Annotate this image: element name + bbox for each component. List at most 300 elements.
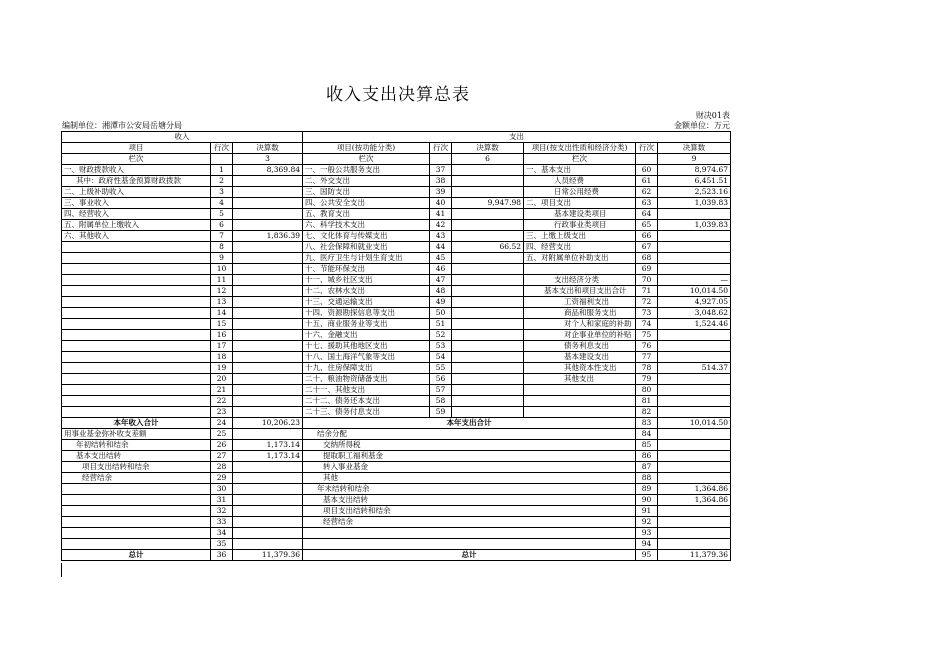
income-item — [62, 484, 211, 495]
income-amount — [233, 341, 303, 352]
income-item — [62, 330, 211, 341]
income-amount: 1,836.39 — [233, 231, 303, 242]
expense-func-rowno: 54 — [430, 352, 452, 363]
expense-func-rowno: 46 — [430, 264, 452, 275]
expense-func-rowno: 49 — [430, 297, 452, 308]
expense-item: 基本支出结转 — [303, 495, 636, 506]
expense-func-amount — [452, 209, 524, 220]
expense-rowno: 84 — [636, 429, 658, 440]
expense-econ-item: 五、对附属单位补助支出 — [524, 253, 636, 264]
income-item: 总计 — [62, 550, 211, 561]
col-item: 项目 — [62, 143, 211, 154]
expense-item: 总计 — [303, 550, 636, 561]
table-row — [62, 374, 731, 385]
expense-item: 提取职工福利基金 — [303, 451, 636, 462]
expense-rowno: 87 — [636, 462, 658, 473]
income-amount — [233, 363, 303, 374]
expense-econ-item: 二、项目支出 — [524, 198, 636, 209]
expense-amount: 10,014.50 — [658, 418, 731, 429]
expense-amount — [658, 253, 731, 264]
expense-func-amount — [452, 363, 524, 374]
expense-amount — [658, 264, 731, 275]
expense-func-rowno: 58 — [430, 396, 452, 407]
table-row — [62, 407, 731, 418]
table-row — [62, 286, 731, 297]
expense-func-amount — [452, 407, 524, 418]
income-rowno: 17 — [211, 341, 233, 352]
col-number: 9 — [658, 154, 731, 165]
expense-econ-item: 支出经济分类 — [524, 275, 636, 286]
income-rowno: 6 — [211, 220, 233, 231]
table-row — [62, 209, 731, 220]
expense-amount: 3,048.62 — [658, 308, 731, 319]
expense-amount: 1,364.86 — [658, 495, 731, 506]
expense-item: 结余分配 — [303, 429, 636, 440]
expense-rowno: 69 — [636, 264, 658, 275]
income-amount: 8,369.84 — [233, 165, 303, 176]
expense-item: 交纳所得税 — [303, 440, 636, 451]
expense-func-item: 五、教育支出 — [303, 209, 430, 220]
expense-amount — [658, 242, 731, 253]
expense-econ-item: 人员经费 — [524, 176, 636, 187]
blank-cell — [636, 154, 658, 165]
expense-econ-item: 对企事业单位的补贴 — [524, 330, 636, 341]
income-rowno: 29 — [211, 473, 233, 484]
expense-func-amount — [452, 374, 524, 385]
income-amount — [233, 473, 303, 484]
expense-item — [303, 528, 636, 539]
income-amount: 11,379.36 — [233, 550, 303, 561]
income-amount — [233, 176, 303, 187]
table-row — [62, 451, 731, 462]
income-rowno: 36 — [211, 550, 233, 561]
income-item — [62, 374, 211, 385]
income-amount — [233, 484, 303, 495]
expense-amount — [658, 396, 731, 407]
income-item: 六、其他收入 — [62, 231, 211, 242]
expense-func-item: 十五、商业服务业等支出 — [303, 319, 430, 330]
expense-item: 其他 — [303, 473, 636, 484]
table-row — [62, 198, 731, 209]
expense-func-rowno: 53 — [430, 341, 452, 352]
income-rowno: 14 — [211, 308, 233, 319]
table-row — [62, 484, 731, 495]
income-rowno: 21 — [211, 385, 233, 396]
expense-amount: 1,039.83 — [658, 198, 731, 209]
expense-func-amount — [452, 187, 524, 198]
income-amount: 1,173.14 — [233, 440, 303, 451]
income-amount — [233, 374, 303, 385]
expense-amount — [658, 330, 731, 341]
expense-item: 转入事业基金 — [303, 462, 636, 473]
expense-func-amount — [452, 330, 524, 341]
header-row-2 — [62, 143, 731, 154]
income-header: 收入 — [62, 132, 303, 143]
expense-rowno: 76 — [636, 341, 658, 352]
expense-amount — [658, 209, 731, 220]
expense-amount — [658, 539, 731, 550]
expense-amount — [658, 451, 731, 462]
expense-rowno: 85 — [636, 440, 658, 451]
income-expense-table — [61, 131, 731, 561]
lanci-label: 栏次 — [62, 154, 211, 165]
table-row — [62, 550, 731, 561]
expense-rowno: 83 — [636, 418, 658, 429]
table-row — [62, 495, 731, 506]
expense-econ-item: 基本建设支出 — [524, 352, 636, 363]
expense-rowno: 79 — [636, 374, 658, 385]
expense-func-amount — [452, 176, 524, 187]
expense-econ-item: 日常公用经费 — [524, 187, 636, 198]
expense-rowno: 90 — [636, 495, 658, 506]
expense-func-rowno: 37 — [430, 165, 452, 176]
income-item: 一、财政拨款收入 — [62, 165, 211, 176]
expense-func-rowno: 59 — [430, 407, 452, 418]
expense-amount — [658, 528, 731, 539]
income-item — [62, 407, 211, 418]
table-row — [62, 308, 731, 319]
expense-func-rowno: 45 — [430, 253, 452, 264]
lanci-label: 栏次 — [524, 154, 636, 165]
income-rowno: 9 — [211, 253, 233, 264]
expense-amount — [658, 352, 731, 363]
income-rowno: 11 — [211, 275, 233, 286]
table-row — [62, 363, 731, 374]
expense-func-item: 二十二、债务还本支出 — [303, 396, 430, 407]
income-item — [62, 341, 211, 352]
income-amount — [233, 330, 303, 341]
income-rowno: 5 — [211, 209, 233, 220]
table-row — [62, 242, 731, 253]
expense-func-amount: 66.52 — [452, 242, 524, 253]
expense-rowno: 72 — [636, 297, 658, 308]
income-rowno: 15 — [211, 319, 233, 330]
col-amount: 决算数 — [658, 143, 731, 154]
expense-rowno: 81 — [636, 396, 658, 407]
expense-func-item: 十三、交通运输支出 — [303, 297, 430, 308]
expense-amount — [658, 517, 731, 528]
income-amount — [233, 319, 303, 330]
expense-rowno: 91 — [636, 506, 658, 517]
income-amount — [233, 396, 303, 407]
income-rowno: 20 — [211, 374, 233, 385]
expense-func-amount — [452, 264, 524, 275]
income-amount — [233, 308, 303, 319]
income-item: 四、经营收入 — [62, 209, 211, 220]
expense-item: 本年支出合计 — [303, 418, 636, 429]
expense-amount: 514.37 — [658, 363, 731, 374]
expense-rowno: 92 — [636, 517, 658, 528]
income-rowno: 2 — [211, 176, 233, 187]
expense-econ-item: 行政事业类项目 — [524, 220, 636, 231]
expense-func-amount — [452, 319, 524, 330]
income-amount — [233, 462, 303, 473]
expense-econ-item: 工资福利支出 — [524, 297, 636, 308]
income-rowno: 16 — [211, 330, 233, 341]
expense-econ-item — [524, 385, 636, 396]
table-row — [62, 220, 731, 231]
expense-func-rowno: 52 — [430, 330, 452, 341]
expense-func-item: 十二、农林水支出 — [303, 286, 430, 297]
table-row — [62, 165, 731, 176]
income-item: 三、事业收入 — [62, 198, 211, 209]
income-rowno: 22 — [211, 396, 233, 407]
table-row — [62, 396, 731, 407]
expense-func-rowno: 44 — [430, 242, 452, 253]
income-rowno: 1 — [211, 165, 233, 176]
expense-rowno: 89 — [636, 484, 658, 495]
expense-func-rowno: 43 — [430, 231, 452, 242]
expense-econ-item: 商品和服务支出 — [524, 308, 636, 319]
expense-amount — [658, 341, 731, 352]
expense-func-item: 十八、国土海洋气象等支出 — [303, 352, 430, 363]
expense-amount: 1,039.83 — [658, 220, 731, 231]
income-item: 项目支出结转和结余 — [62, 462, 211, 473]
expense-amount — [658, 473, 731, 484]
table-row — [62, 297, 731, 308]
income-amount — [233, 198, 303, 209]
expense-func-amount — [452, 220, 524, 231]
income-rowno: 30 — [211, 484, 233, 495]
expense-rowno: 61 — [636, 176, 658, 187]
col-econ-item: 项目(按支出性质和经济分类) — [524, 143, 636, 154]
col-number: 6 — [452, 154, 524, 165]
income-amount: 10,206.23 — [233, 418, 303, 429]
table-row — [62, 176, 731, 187]
income-item — [62, 253, 211, 264]
expense-amount: 6,451.51 — [658, 176, 731, 187]
expense-rowno: 82 — [636, 407, 658, 418]
expense-amount: — — [658, 275, 731, 286]
table-row — [62, 517, 731, 528]
income-item: 二、上级补助收入 — [62, 187, 211, 198]
expense-func-item: 二十三、债务付息支出 — [303, 407, 430, 418]
income-item — [62, 308, 211, 319]
expense-rowno: 77 — [636, 352, 658, 363]
expense-func-item: 三、国防支出 — [303, 187, 430, 198]
form-number: 财决01表 — [695, 111, 730, 120]
expense-func-rowno: 51 — [430, 319, 452, 330]
lanci-label: 栏次 — [303, 154, 430, 165]
income-rowno: 25 — [211, 429, 233, 440]
income-amount — [233, 352, 303, 363]
income-amount — [233, 539, 303, 550]
table-row — [62, 319, 731, 330]
income-item — [62, 396, 211, 407]
expense-amount — [658, 374, 731, 385]
org-label: 编制单位：湘潭市公安局岳塘分局 — [62, 121, 182, 130]
income-rowno: 18 — [211, 352, 233, 363]
income-rowno: 3 — [211, 187, 233, 198]
income-rowno: 27 — [211, 451, 233, 462]
table-row — [62, 418, 731, 429]
income-item — [62, 517, 211, 528]
income-item — [62, 495, 211, 506]
income-item — [62, 297, 211, 308]
expense-func-item: 八、社会保障和就业支出 — [303, 242, 430, 253]
expense-func-item: 四、公共安全支出 — [303, 198, 430, 209]
income-item: 用事业基金弥补收支差额 — [62, 429, 211, 440]
expense-func-rowno: 39 — [430, 187, 452, 198]
income-item — [62, 363, 211, 374]
expense-econ-item: 债务利息支出 — [524, 341, 636, 352]
expense-func-amount — [452, 352, 524, 363]
expense-func-item: 十六、金融支出 — [303, 330, 430, 341]
expense-func-rowno: 55 — [430, 363, 452, 374]
col-rowno: 行次 — [211, 143, 233, 154]
expense-econ-item: 基本支出和项目支出合计 — [524, 286, 636, 297]
income-item: 本年收入合计 — [62, 418, 211, 429]
income-item — [62, 506, 211, 517]
expense-func-item: 一、一般公共服务支出 — [303, 165, 430, 176]
expense-func-amount — [452, 231, 524, 242]
expense-rowno: 75 — [636, 330, 658, 341]
table-row — [62, 528, 731, 539]
income-rowno: 35 — [211, 539, 233, 550]
expense-rowno: 74 — [636, 319, 658, 330]
col-amount: 决算数 — [233, 143, 303, 154]
income-rowno: 26 — [211, 440, 233, 451]
income-rowno: 12 — [211, 286, 233, 297]
table-row — [62, 275, 731, 286]
income-rowno: 24 — [211, 418, 233, 429]
income-item — [62, 528, 211, 539]
header-row-1 — [62, 132, 731, 143]
col-func-item: 项目(按功能分类) — [303, 143, 430, 154]
expense-amount: 8,974.67 — [658, 165, 731, 176]
expense-func-item: 十七、援助其他地区支出 — [303, 341, 430, 352]
expense-rowno: 94 — [636, 539, 658, 550]
table-row — [62, 253, 731, 264]
expense-econ-item — [524, 264, 636, 275]
income-rowno: 31 — [211, 495, 233, 506]
expense-func-rowno: 41 — [430, 209, 452, 220]
expense-rowno: 93 — [636, 528, 658, 539]
expense-func-amount — [452, 297, 524, 308]
expense-econ-item: 对个人和家庭的补助 — [524, 319, 636, 330]
expense-amount: 4,927.05 — [658, 297, 731, 308]
income-item: 基本支出结转 — [62, 451, 211, 462]
expense-econ-item — [524, 407, 636, 418]
income-item — [62, 319, 211, 330]
expense-rowno: 63 — [636, 198, 658, 209]
expense-func-item: 九、医疗卫生与计划生育支出 — [303, 253, 430, 264]
income-amount — [233, 297, 303, 308]
expense-func-rowno: 48 — [430, 286, 452, 297]
expense-func-item: 十九、住房保障支出 — [303, 363, 430, 374]
table-row — [62, 231, 731, 242]
expense-func-rowno: 38 — [430, 176, 452, 187]
expense-rowno: 66 — [636, 231, 658, 242]
expense-item — [303, 539, 636, 550]
expense-rowno: 71 — [636, 286, 658, 297]
expense-item: 年末结转和结余 — [303, 484, 636, 495]
expense-header: 支出 — [303, 132, 731, 143]
expense-rowno: 95 — [636, 550, 658, 561]
expense-func-rowno: 42 — [430, 220, 452, 231]
income-amount — [233, 385, 303, 396]
expense-func-amount — [452, 286, 524, 297]
income-amount — [233, 209, 303, 220]
expense-econ-item: 其他支出 — [524, 374, 636, 385]
report-title: 收入支出决算总表 — [326, 85, 470, 105]
income-item — [62, 275, 211, 286]
table-row — [62, 352, 731, 363]
income-amount — [233, 517, 303, 528]
income-item — [62, 352, 211, 363]
income-item: 五、附属单位上缴收入 — [62, 220, 211, 231]
income-item: 年初结转和结余 — [62, 440, 211, 451]
col-rowno: 行次 — [430, 143, 452, 154]
income-rowno: 28 — [211, 462, 233, 473]
table-row — [62, 473, 731, 484]
col-amount: 决算数 — [452, 143, 524, 154]
income-rowno: 7 — [211, 231, 233, 242]
table-row — [62, 539, 731, 550]
income-amount — [233, 429, 303, 440]
expense-func-item: 十四、资源勘探信息等支出 — [303, 308, 430, 319]
table-row — [62, 429, 731, 440]
income-amount — [233, 187, 303, 198]
col-rowno: 行次 — [636, 143, 658, 154]
expense-func-item: 二十、粮油物资储备支出 — [303, 374, 430, 385]
income-amount — [233, 242, 303, 253]
income-item — [62, 539, 211, 550]
money-unit: 金额单位：万元 — [674, 121, 730, 130]
expense-func-amount — [452, 341, 524, 352]
expense-func-rowno: 56 — [430, 374, 452, 385]
expense-func-rowno: 47 — [430, 275, 452, 286]
blank-cell — [430, 154, 452, 165]
income-amount — [233, 528, 303, 539]
expense-econ-item — [524, 396, 636, 407]
expense-amount: 10,014.50 — [658, 286, 731, 297]
expense-func-rowno: 57 — [430, 385, 452, 396]
table-row — [62, 506, 731, 517]
income-item — [62, 264, 211, 275]
income-item — [62, 286, 211, 297]
expense-amount — [658, 429, 731, 440]
income-item: 经营结余 — [62, 473, 211, 484]
expense-func-amount — [452, 275, 524, 286]
expense-amount — [658, 440, 731, 451]
expense-econ-item: 一、基本支出 — [524, 165, 636, 176]
table-row — [62, 187, 731, 198]
expense-rowno: 80 — [636, 385, 658, 396]
income-rowno: 33 — [211, 517, 233, 528]
expense-amount — [658, 385, 731, 396]
expense-amount: 2,523.16 — [658, 187, 731, 198]
income-amount — [233, 407, 303, 418]
income-amount — [233, 264, 303, 275]
income-rowno: 32 — [211, 506, 233, 517]
expense-func-amount — [452, 165, 524, 176]
expense-amount: 1,524.46 — [658, 319, 731, 330]
income-rowno: 4 — [211, 198, 233, 209]
expense-econ-item: 四、经营支出 — [524, 242, 636, 253]
expense-func-item: 二十一、其他支出 — [303, 385, 430, 396]
expense-func-rowno: 50 — [430, 308, 452, 319]
expense-func-amount — [452, 396, 524, 407]
expense-rowno: 70 — [636, 275, 658, 286]
expense-amount: 1,364.86 — [658, 484, 731, 495]
income-rowno: 23 — [211, 407, 233, 418]
table-row — [62, 264, 731, 275]
expense-rowno: 62 — [636, 187, 658, 198]
expense-rowno: 73 — [636, 308, 658, 319]
expense-rowno: 68 — [636, 253, 658, 264]
expense-func-item: 七、文化体育与传媒支出 — [303, 231, 430, 242]
